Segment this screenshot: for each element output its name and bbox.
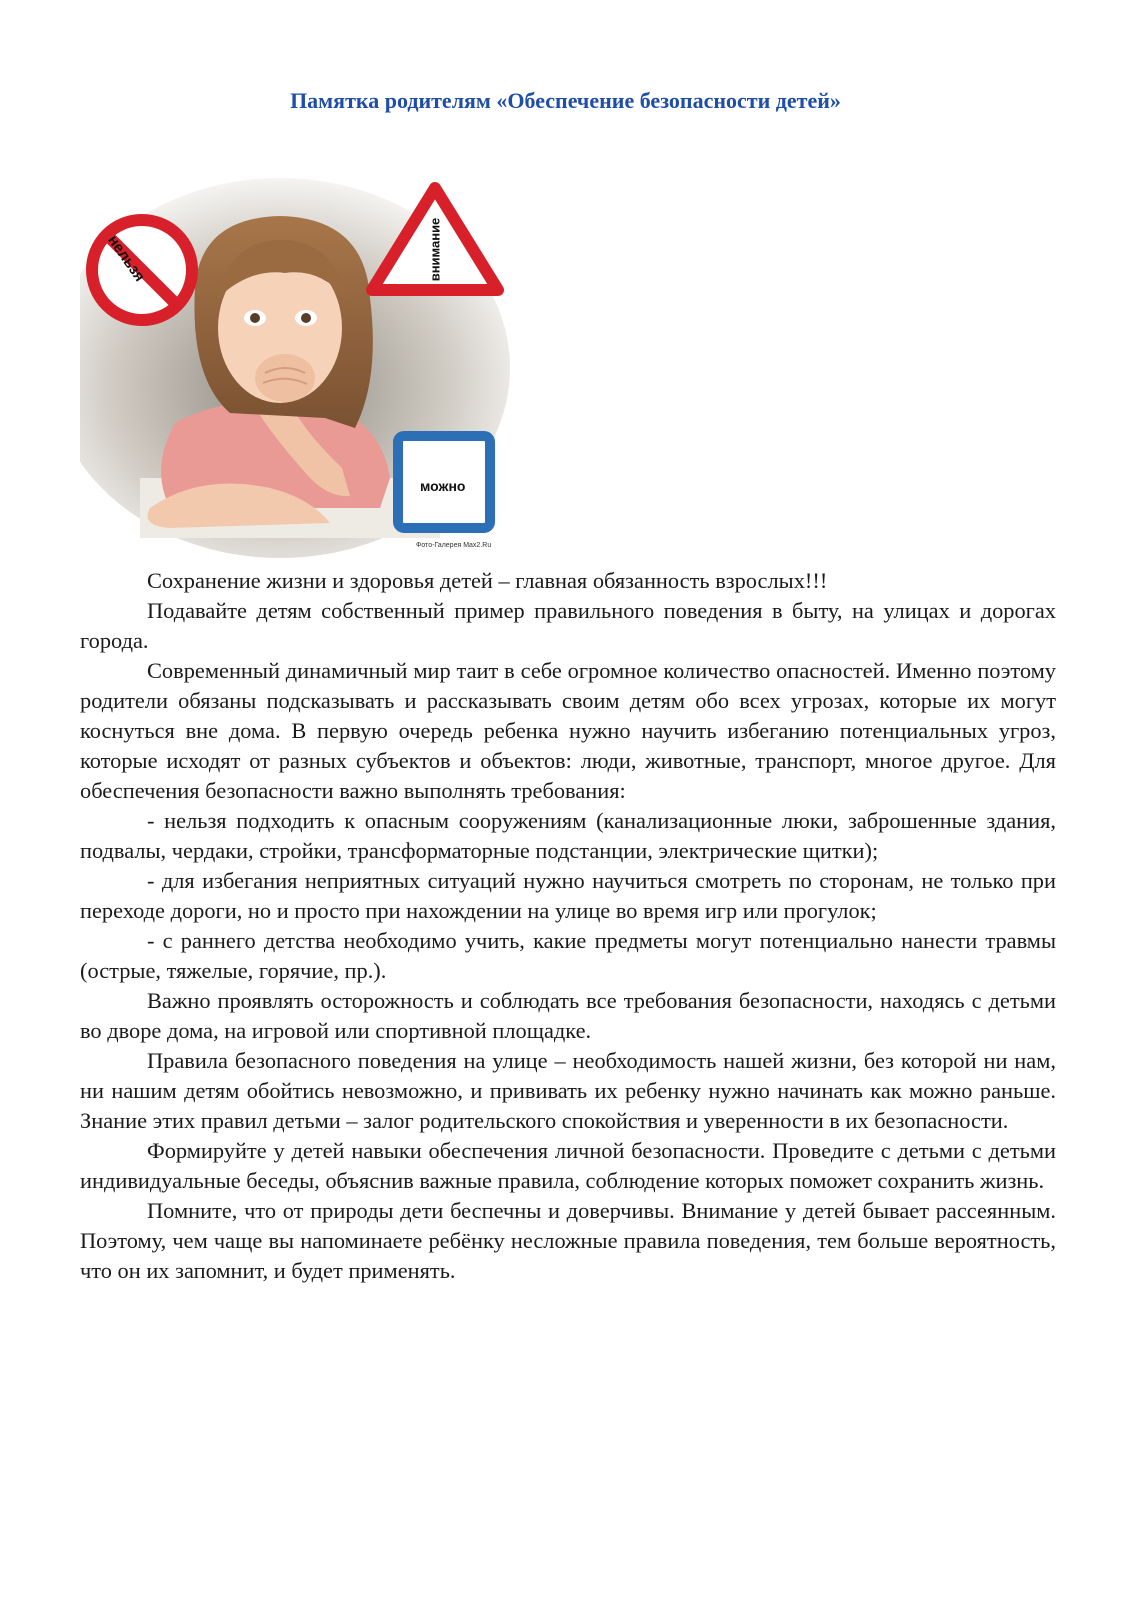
pupil-right (301, 313, 311, 323)
paragraph: Правила безопасного поведения на улице – необходимость нашей жизни, без которой ни нам, ни нашим детям обойтись невозможно, и прививать их ребенку нужно начинать как можно раньше. Знание этих правил детьми – залог родительского спокойствия и уверенности в их безопасности. (80, 1048, 1056, 1133)
paragraph: Сохранение жизни и здоровья детей – главная обязанность взрослых!!! (147, 568, 828, 593)
paragraph: Важно проявлять осторожность и соблюдать все требования безопасности, находясь с детьми во дворе дома, на игровой или спортивной площадке. (80, 988, 1056, 1043)
list-item: - с раннего детства необходимо учить, какие предметы могут потенциально нанести травмы (острые, тяжелые, горячие, пр.). (80, 928, 1056, 983)
allowed-sign-label: можно (420, 478, 466, 494)
child-safety-illustration (80, 178, 520, 563)
list-item: - для избегания неприятных ситуаций нужно научиться смотреть по сторонам, не только при переходе дороги, но и просто при нахождении на улице во время игр или прогулок; (80, 868, 1056, 923)
paragraph: Формируйте у детей навыки обеспечения личной безопасности. Проведите с детьми с детьми индивидуальные беседы, объяснив важные правила, соблюдение которых поможет сохранить жизнь. (80, 1138, 1056, 1193)
paragraph: Современный динамичный мир таит в себе огромное количество опасностей. Именно поэтому родители обязаны подсказывать и рассказывать своим детям обо всех угрозах, которые их могут коснуться вне дома. В первую очередь ребенка нужно научить избеганию потенциальных угроз, которые исходят от разных субъектов и объектов: люди, животные, транспорт, многое другое. Для обеспечения безопасности важно выполнять требования: (80, 658, 1056, 803)
pupil-left (250, 313, 260, 323)
list-item: - нельзя подходить к опасным сооружениям (канализационные люки, заброшенные здания, подвалы, чердаки, стройки, трансформаторные подстанции, электрические щитки); (80, 808, 1056, 863)
body-text (80, 566, 1056, 1286)
ban-sign-label: нельзя (104, 232, 149, 285)
warning-sign-label: внимание (427, 217, 443, 282)
paragraph: Подавайте детям собственный пример правильного поведения в быту, на улицах и дорогах города. (80, 598, 1056, 653)
page-title: Памятка родителям «Обеспечение безопасности детей» (290, 88, 841, 113)
illustration-graphic (80, 178, 520, 563)
paragraph: Помните, что от природы дети беспечны и доверчивы. Внимание у детей бывает рассеянным. Поэтому, чем чаще вы напоминаете ребёнку несложные правила поведения, тем больше вероятность, что он их запомнит, и будет применять. (80, 1198, 1056, 1283)
photo-credit: Фото-Галерея Max2.Ru (416, 542, 492, 549)
